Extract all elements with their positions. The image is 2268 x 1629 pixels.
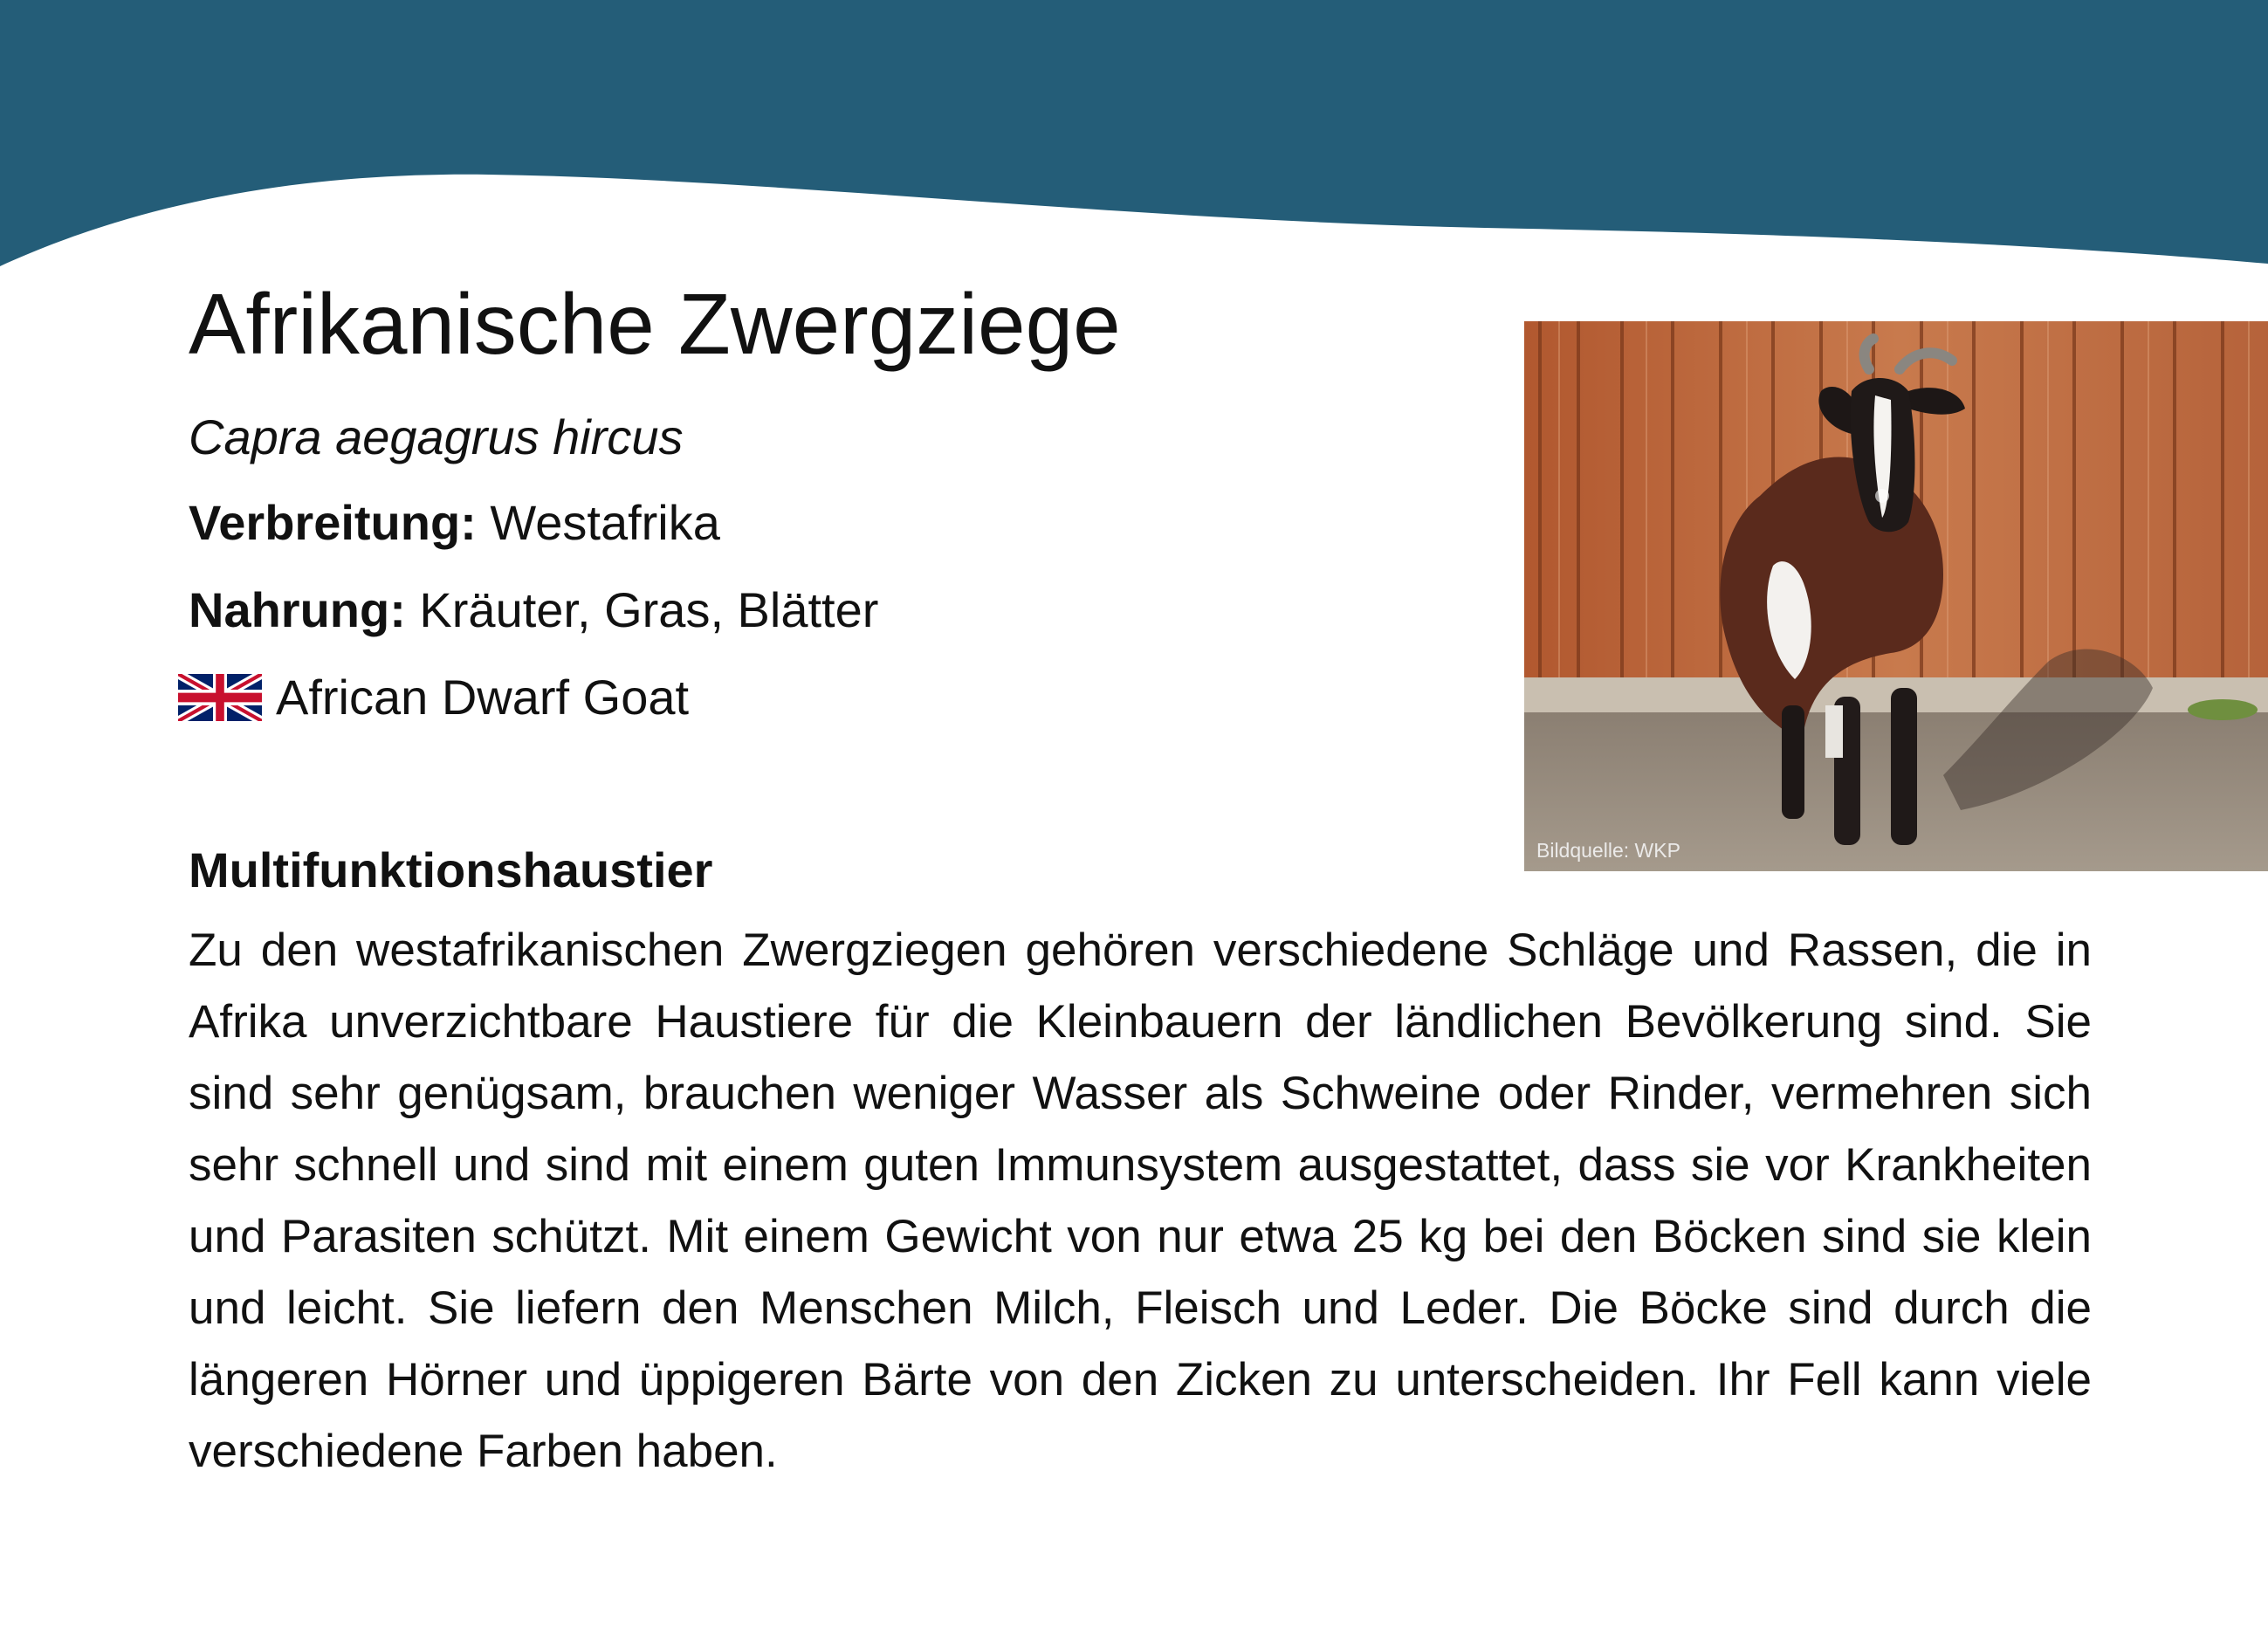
english-name-row bbox=[178, 669, 689, 725]
page-title: Afrikanische Zwergziege bbox=[189, 276, 1121, 372]
fact-distribution-value: Westafrika bbox=[490, 495, 720, 550]
fact-food bbox=[189, 581, 878, 638]
goat-photo-illustration bbox=[1524, 321, 2268, 871]
fact-distribution-label: Verbreitung: bbox=[189, 495, 477, 550]
goat-photo bbox=[1524, 321, 2268, 871]
photo-credit: Bildquelle: WKP bbox=[1536, 839, 1680, 862]
english-name: African Dwarf Goat bbox=[276, 670, 690, 725]
section-body-text: Zu den westafrikanischen Zwergziegen gehören verschiedene Schläge und Rassen, die in Afrika unverzichtbare Haustiere für die Kleinbauern der ländlichen Bevölkerung sind. Sie sind sehr genügsam, brauchen weniger Wasser als Schweine oder Rinder, vermehren sich sehr schnell und sind mit einem guten Immunsystem ausgestattet, dass sie vor Krankheiten und Parasiten schützt. Mit einem Gewicht von nur etwa 25 kg bei den Böcken sind sie klein und leicht. Sie liefern den Menschen Milch, Fleisch und Leder. Die Böcke sind durch die längeren Hörner und üppigeren Bärte von den Zicken zu unterscheiden. Ihr Fell kann viele verschiedene Farben haben. bbox=[189, 924, 2092, 1477]
header-wave bbox=[0, 0, 2268, 279]
fact-food-label: Nahrung: bbox=[189, 582, 406, 637]
header-wave-band bbox=[0, 0, 2268, 266]
uk-flag-icon bbox=[178, 674, 262, 721]
fact-distribution bbox=[189, 494, 720, 551]
fact-food-value: Kräuter, Gras, Blätter bbox=[419, 582, 879, 637]
scientific-name: Capra aegagrus hircus bbox=[189, 409, 684, 464]
section-heading: Multifunktionshaustier bbox=[189, 842, 713, 897]
